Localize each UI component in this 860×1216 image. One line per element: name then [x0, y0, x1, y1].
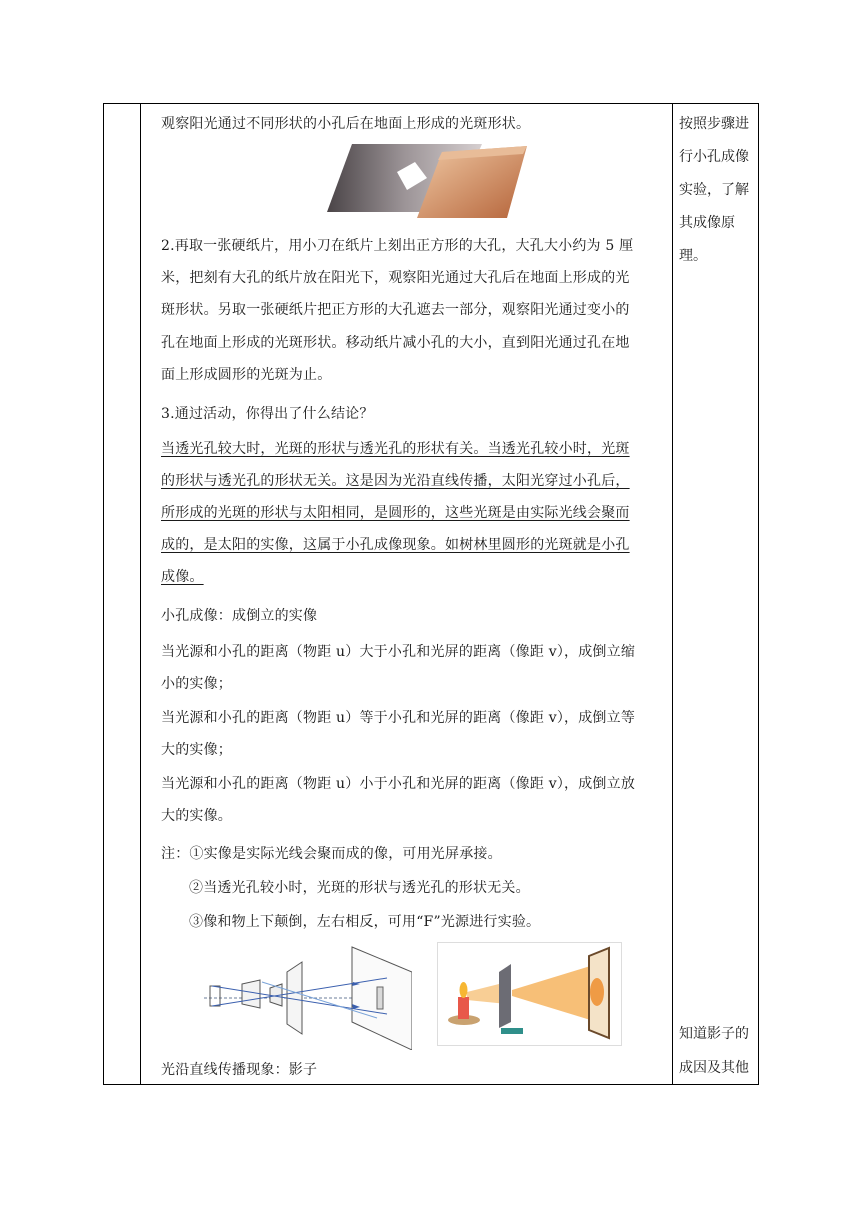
- goal2-line-1: 知道影子的: [679, 1026, 749, 1042]
- answer-line-4: 成的，是太阳的实像，这属于小孔成像现象。如树林里圆形的光斑就是小孔: [161, 537, 630, 553]
- answer-line-1: 当透光孔较大时，光斑的形状与透光孔的形状有关。当透光孔较小时，光斑: [161, 441, 630, 457]
- pinhole-ray-diagram: [202, 942, 412, 1050]
- step2-line-5: 面上形成圆形的光斑为止。: [161, 367, 332, 383]
- goal1-line-4: 其成像原: [679, 215, 735, 231]
- goal1-line-3: 实验，了解: [679, 182, 749, 198]
- answer-line-5: 成像。: [161, 569, 204, 585]
- cardboard-hole-illustration: [327, 142, 532, 222]
- goal1-line-1: 按照步骤进: [679, 116, 749, 132]
- shadow-line: 光沿直线传播现象：影子: [161, 1062, 318, 1078]
- teaching-goals: [674, 104, 758, 1084]
- activity-content: [157, 104, 717, 1084]
- goal1-line-2: 行小孔成像: [679, 149, 749, 165]
- note-1: 注：①实像是实际光线会聚而成的像，可用光屏承接。: [161, 846, 502, 862]
- column-divider-1: [140, 104, 141, 1084]
- candle-pinhole-illustration: [437, 942, 622, 1046]
- note-3: ③像和物上下颠倒，左右相反，可用“F”光源进行实验。: [189, 914, 541, 930]
- case-line-5: 当光源和小孔的距离（物距 u）小于小孔和光屏的距离（像距 v），成倒立放: [161, 776, 636, 792]
- answer-line-2: 的形状与透光孔的形状无关。这是因为光沿直线传播，太阳光穿过小孔后，: [161, 473, 630, 489]
- step2-line-2: 米，把刻有大孔的纸片放在阳光下，观察阳光通过大孔后在地面上形成的光: [161, 270, 630, 286]
- pinhole-title: 小孔成像：成倒立的实像: [161, 608, 318, 624]
- note-2: ②当透光孔较小时，光斑的形状与透光孔的形状无关。: [189, 880, 530, 896]
- answer-line-3: 所形成的光斑的形状与太阳相同，是圆形的，这些光斑是由实际光线会聚而: [161, 505, 630, 521]
- step3-question: 3.通过活动，你得出了什么结论？: [161, 406, 374, 422]
- goal2-line-2: 成因及其他: [679, 1060, 749, 1076]
- case-line-4: 大的实像；: [161, 742, 232, 758]
- step2-line-1: 2.再取一张硬纸片，用小刀在纸片上刻出正方形的大孔，大孔大小约为 5 厘: [161, 238, 634, 254]
- intro-text: 观察阳光通过不同形状的小孔后在地面上形成的光斑形状。: [161, 116, 531, 132]
- case-line-1: 当光源和小孔的距离（物距 u）大于小孔和光屏的距离（像距 v），成倒立缩: [161, 644, 636, 660]
- case-line-2: 小的实像；: [161, 676, 232, 692]
- lesson-table: [103, 103, 759, 1085]
- case-line-6: 大的实像。: [161, 808, 232, 824]
- case-line-3: 当光源和小孔的距离（物距 u）等于小孔和光屏的距离（像距 v），成倒立等: [161, 710, 636, 726]
- step2-line-3: 斑形状。另取一张硬纸片把正方形的大孔遮去一部分，观察阳光通过变小的: [161, 302, 630, 318]
- step2-line-4: 孔在地面上形成的光斑形状。移动纸片减小孔的大小，直到阳光通过孔在地: [161, 335, 630, 351]
- goal1-line-5: 理。: [679, 248, 707, 264]
